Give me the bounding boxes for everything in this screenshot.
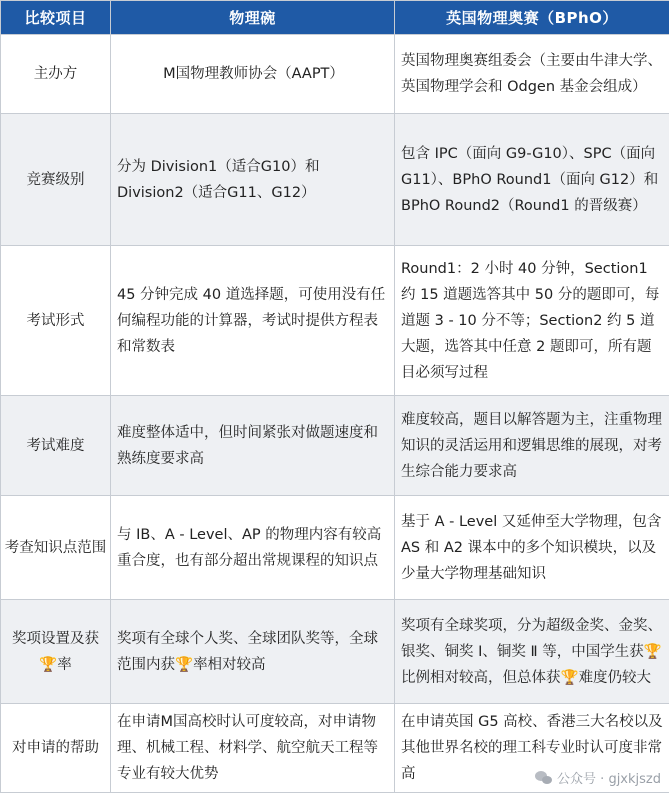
trophy-icon: 🏆 (39, 656, 58, 673)
row-label: 考试难度 (1, 396, 111, 496)
table-row-organizer (1, 35, 669, 114)
cell-bpho: 难度较高，题目以解答题为主，注重物理知识的灵活运用和逻辑思维的展现，对考生综合能力要求高 (395, 396, 669, 496)
row-label (1, 600, 111, 704)
table-row-format (1, 246, 669, 396)
row-label: 主办方 (1, 35, 111, 114)
table-row-awards (1, 600, 669, 704)
cell-physics-bowl (111, 600, 395, 704)
row-label: 竞赛级别 (1, 114, 111, 246)
header-item: 比较项目 (1, 1, 111, 35)
cell-physics-bowl: 难度整体适中，但时间紧张对做题速度和熟练度要求高 (111, 396, 395, 496)
cell-text-part: 率相对较高 (193, 656, 266, 673)
cell-bpho: 基于 A - Level 又延伸至大学物理，包含 AS 和 A2 课本中的多个知识模块，以及少量大学物理基础知识 (395, 496, 669, 600)
cell-physics-bowl: 在申请M国高校时认可度较高，对申请物理、机械工程、材料学、航空航天工程等专业有较大优势 (111, 704, 395, 793)
table-row-level (1, 114, 669, 246)
row-label: 对申请的帮助 (1, 704, 111, 793)
cell-physics-bowl: 分为 Division1（适合G10）和 Division2（适合G11、G12） (111, 114, 395, 246)
cell-bpho: 在申请英国 G5 高校、香港三大名校以及其他世界名校的理工科专业时认可度非常高 (395, 704, 669, 793)
cell-text-part: 比例相对较高，但总体获 (401, 669, 561, 686)
cell-physics-bowl: 45 分钟完成 40 道选择题，可使用没有任何编程功能的计算器，考试时提供方程表和常数表 (111, 246, 395, 396)
trophy-icon: 🏆 (175, 656, 194, 673)
header-row (1, 1, 669, 35)
cell-text-part: 奖项有全球奖项，分为超级金奖、金奖、银奖、铜奖 Ⅰ、铜奖 Ⅱ 等，中国学生获 (401, 617, 662, 660)
row-label-part: 率 (57, 656, 72, 673)
cell-text-part: 难度仍较大 (578, 669, 652, 686)
cell-bpho: 英国物理奥赛组委会（主要由牛津大学、英国物理学会和 Odgen 基金会组成） (395, 35, 669, 114)
header-bpho: 英国物理奥赛（BPhO） (395, 1, 669, 35)
watermark-text: 公众号 · gjxkjszd (557, 772, 661, 787)
cell-bpho: 包含 IPC（面向 G9-G10）、SPC（面向 G11）、BPhO Round1（面向 G12）和 BPhO Round2（Round1 的晋级赛） (395, 114, 669, 246)
table-row-difficulty (1, 396, 669, 496)
cell-bpho: Round1：2 小时 40 分钟，Section1 约 15 道题选答其中 50 分的题即可，每道题 3 - 10 分不等；Section2 约 5 道大题，选答其中任意 2 题即可，所有题目必须写过程 (395, 246, 669, 396)
header-physics-bowl: 物理碗 (111, 1, 395, 35)
row-label-part: 奖项设置及获 (12, 630, 99, 647)
watermark (535, 768, 661, 787)
cell-bpho (395, 600, 669, 704)
cell-physics-bowl: 与 IB、A - Level、AP 的物理内容有较高重合度，也有部分超出常规课程的知识点 (111, 496, 395, 600)
cell-physics-bowl: M国物理教师协会（AAPT） (111, 35, 395, 114)
trophy-icon: 🏆 (643, 643, 662, 660)
trophy-icon: 🏆 (560, 669, 579, 686)
row-label: 考试形式 (1, 246, 111, 396)
cell-text-part: 奖项有全球个人奖、全球团队奖等，全球范围内获 (117, 630, 378, 673)
wechat-icon (535, 771, 553, 785)
table-row-scope (1, 496, 669, 600)
row-label: 考查知识点范围 (1, 496, 111, 600)
